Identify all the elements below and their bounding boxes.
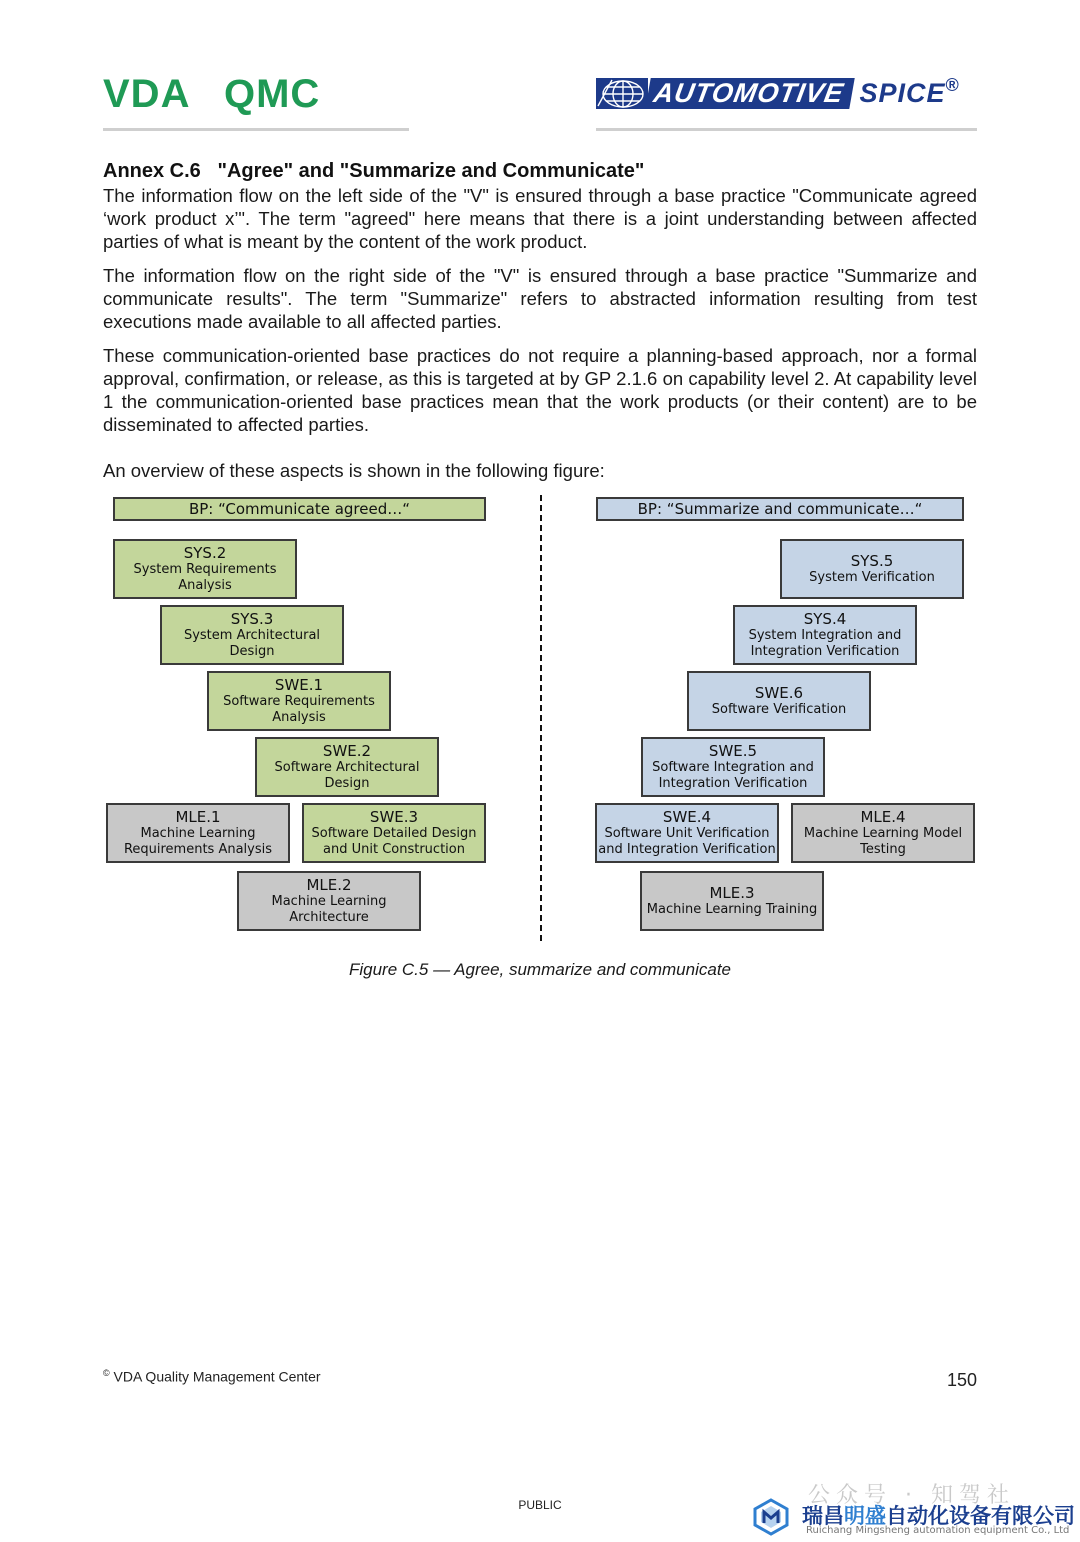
box-code: SWE.4 [662,808,712,826]
box-swe2 [255,737,439,797]
company-name-en: Ruichang Mingsheng automation equipment Co., Ltd [806,1525,1070,1536]
box-swe5 [641,737,825,797]
box-title-line: Design [229,644,275,659]
footer-copyright [103,1368,321,1385]
box-code: SWE.1 [274,676,324,694]
copyright-text: VDA Quality Management Center [113,1368,321,1385]
box-title-line: and Integration Verification [598,842,776,857]
box-title-line: Software Verification [711,702,847,717]
bp-communicate-agreed-bar: BP: “Communicate agreed…“ [113,497,486,521]
paragraph-left-flow: The information flow on the left side of the "V" is ensured through a base practice "Communicate agreed ‘work product x’". The term "agreed" here means that there is a joint understanding between affected parties of what is meant by the content of the work product. [103,185,977,252]
qmc-logo: QMC [224,72,321,116]
box-title-line: Testing [860,842,906,857]
header-rule-right [596,128,977,131]
box-title-line: Integration Verification [750,644,900,659]
box-title-line: and Unit Construction [323,842,465,857]
registered-mark: ® [945,75,959,95]
box-code: SYS.4 [803,610,847,628]
box-code: MLE.1 [175,808,221,826]
box-code: SYS.5 [850,552,894,570]
faded-watermark-text: 公众号 · 知驾社 [808,1483,1015,1508]
box-title-line: System Architectural [183,628,321,643]
company-name-part: 瑞昌 [802,1504,844,1528]
figure-lead-in: An overview of these aspects is shown in the following figure: [103,460,605,481]
box-swe1 [207,671,391,731]
box-code: MLE.2 [306,876,352,894]
box-sys3 [160,605,344,665]
box-code: SYS.3 [230,610,274,628]
box-swe3 [302,803,486,863]
box-sys4 [733,605,917,665]
box-code: SWE.6 [754,684,804,702]
automotive-spice-logo [596,77,976,110]
box-title-line: Design [324,776,370,791]
paragraph-communication: These communication-oriented base practices do not require a planning-based approach, nor a formal approval, confirmation, or release, as this is targeted at by GP 2.1.6 on capability level 2. At capability level 1 the communication-oriented base practices mean that the work products (or their content) are to be disseminated to affected parties. [103,345,977,435]
box-title-line: Machine Learning Model [803,826,963,841]
box-code: SWE.3 [369,808,419,826]
box-sys5 [780,539,964,599]
box-code: MLE.4 [860,808,906,826]
vda-logo: VDA [103,72,191,116]
box-title-line: Architecture [289,910,369,925]
box-title-line: Machine Learning [140,826,256,841]
box-swe6 [687,671,871,731]
box-title-line: Machine Learning [271,894,387,909]
automotive-wordmark: AUTOMOTIVE [645,78,854,109]
company-name-part: 自动化设备有限公司 [886,1504,1075,1528]
box-mle4 [791,803,975,863]
box-code: SWE.2 [322,742,372,760]
box-title-line: Machine Learning Training [646,902,818,917]
classification-label: PUBLIC [518,1498,562,1512]
box-title-line: Analysis [178,578,232,593]
box-title-line: Software Requirements [223,694,375,709]
copyright-symbol: © [103,1368,110,1378]
box-title-line: Analysis [272,710,326,725]
box-code: SYS.2 [183,544,227,562]
v-model-divider [540,495,542,941]
box-title-line: Requirements Analysis [123,842,273,857]
box-mle2 [237,871,421,931]
page-number: 150 [946,1370,977,1390]
box-title-line: Integration Verification [658,776,808,791]
box-title-line: Software Unit Verification [604,826,770,841]
box-title-line: System Verification [809,570,935,585]
figure-caption: Figure C.5 — Agree, summarize and communicate [348,960,732,979]
box-code: MLE.3 [709,884,755,902]
box-mle3 [640,871,824,931]
section-heading: Annex C.6 "Agree" and "Summarize and Communicate" [103,160,645,182]
spice-wordmark: SPICE [859,78,946,108]
company-logo-icon [752,1498,790,1536]
paragraph-right-flow: The information flow on the right side of the "V" is ensured through a base practice "Summarize and communicate results". The term "Summarize" refers to abstracted information resulting from test executions made available to all affected parties. [103,265,977,332]
box-title-line: System Requirements [133,562,277,577]
box-code: SWE.5 [708,742,758,760]
company-name-highlight: 明盛 [844,1504,886,1528]
header-rule-left [103,128,409,131]
box-swe4 [595,803,779,863]
box-title-line: System Integration and [748,628,902,643]
box-mle1 [106,803,290,863]
box-title-line: Software Architectural [274,760,420,775]
box-title-line: Software Integration and [652,760,814,775]
bp-summarize-communicate-bar: BP: “Summarize and communicate…“ [596,497,964,521]
globe-grid-icon [596,78,648,109]
box-title-line: Software Detailed Design [311,826,477,841]
box-sys2 [113,539,297,599]
